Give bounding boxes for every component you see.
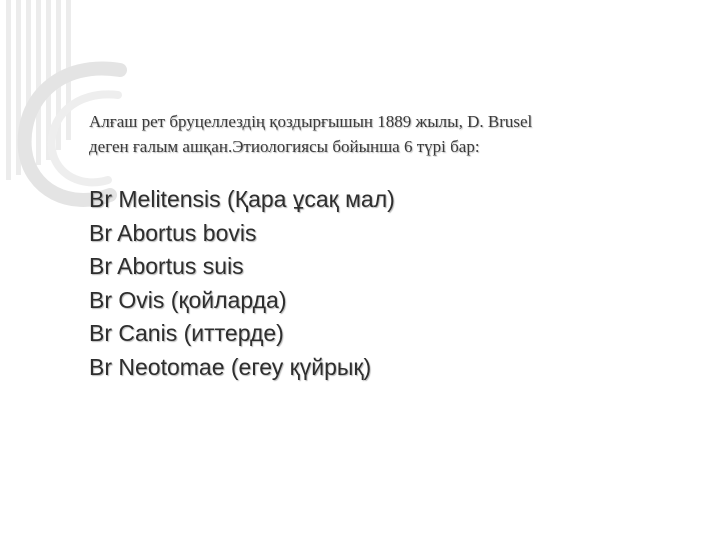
species-item: Br Abortus suis — [89, 253, 244, 280]
species-item: Br Abortus bovis — [89, 219, 257, 246]
species-item: Br Ovis (қойларда) — [89, 286, 287, 313]
intro-text — [89, 109, 669, 159]
species-item: Br Canis (иттерде) — [89, 320, 284, 347]
species-item: Br Melitensis (Қара ұсақ мал) — [89, 186, 395, 212]
species-item: Br Neotomae (егеу қүйрық) — [89, 353, 372, 380]
intro-line-2: деген ғалым ашқан.Этиологиясы бойынша 6 түрі бар: — [89, 137, 480, 156]
species-list — [89, 183, 395, 385]
intro-line-1: Алғаш рет бруцеллездің қоздырғышын 1889 жылы, D. Brusel — [89, 112, 533, 131]
